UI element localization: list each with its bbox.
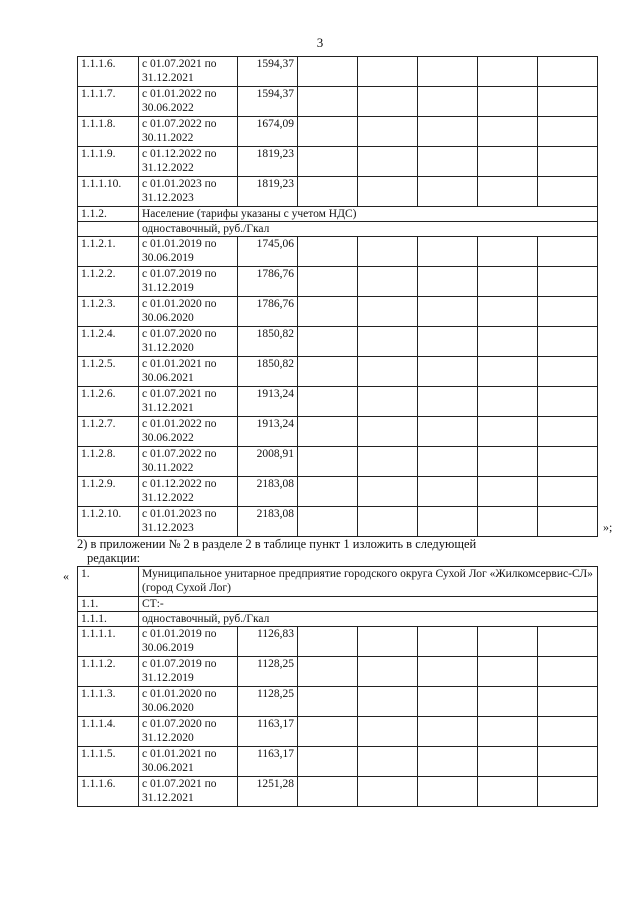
period-cell <box>139 747 238 777</box>
empty-cell <box>298 267 358 297</box>
table-row <box>78 777 598 807</box>
empty-cell <box>358 267 418 297</box>
empty-cell <box>358 117 418 147</box>
empty-cell <box>478 117 538 147</box>
empty-cell <box>538 177 598 207</box>
period-line: с 01.07.2020 по <box>142 718 217 730</box>
tariff-value-cell: 1128,25 <box>238 687 298 717</box>
empty-cell <box>418 267 478 297</box>
period-line: 31.12.2022 <box>142 162 194 174</box>
table-row <box>78 237 598 267</box>
empty-cell <box>478 447 538 477</box>
empty-cell <box>478 177 538 207</box>
empty-cell <box>418 327 478 357</box>
tariff-table-enterprise <box>77 566 598 807</box>
tariff-value-cell: 1594,37 <box>238 57 298 87</box>
period-cell <box>139 327 238 357</box>
period-cell <box>139 57 238 87</box>
period-line: 30.06.2021 <box>142 762 194 774</box>
table-row <box>78 327 598 357</box>
period-line: 30.06.2021 <box>142 372 194 384</box>
empty-cell <box>298 687 358 717</box>
period-line: с 01.07.2019 по <box>142 658 217 670</box>
period-cell <box>139 147 238 177</box>
period-cell <box>139 387 238 417</box>
empty-cell <box>478 297 538 327</box>
empty-cell <box>358 747 418 777</box>
closing-quote: »; <box>603 520 613 534</box>
period-cell <box>139 477 238 507</box>
empty-cell <box>358 717 418 747</box>
amendment-paragraph-line2: редакции: <box>87 551 141 565</box>
tariff-value-cell: 1850,82 <box>238 327 298 357</box>
empty-cell <box>478 507 538 537</box>
period-cell <box>139 777 238 807</box>
row-number-cell: 1.1.1.2. <box>78 657 139 687</box>
period-line: с 01.01.2021 по <box>142 358 217 370</box>
period-line: 30.11.2022 <box>142 462 194 474</box>
empty-cell <box>298 657 358 687</box>
period-line: 31.12.2021 <box>142 72 194 84</box>
empty-cell <box>358 417 418 447</box>
period-cell <box>139 177 238 207</box>
tariff-value-cell: 1594,37 <box>238 87 298 117</box>
empty-cell <box>298 387 358 417</box>
table-row <box>78 567 598 597</box>
empty-cell <box>298 237 358 267</box>
subgroup-cell: одноставочный, руб./Гкал <box>139 612 598 627</box>
subgroup-cell: СТ:- <box>139 597 598 612</box>
period-line: с 01.01.2021 по <box>142 748 217 760</box>
period-cell <box>139 267 238 297</box>
period-line: 31.12.2020 <box>142 342 194 354</box>
empty-cell <box>418 777 478 807</box>
empty-cell <box>538 387 598 417</box>
period-line: 30.06.2020 <box>142 702 194 714</box>
period-line: с 01.01.2019 по <box>142 238 217 250</box>
empty-cell <box>538 717 598 747</box>
table-row <box>78 717 598 747</box>
table-row <box>78 147 598 177</box>
empty-cell <box>418 147 478 177</box>
period-cell <box>139 297 238 327</box>
empty-cell <box>478 627 538 657</box>
row-number-cell: 1.1.1.6. <box>78 777 139 807</box>
table-row <box>78 117 598 147</box>
empty-cell <box>478 387 538 417</box>
tariff-value-cell: 1163,17 <box>238 717 298 747</box>
row-number-cell: 1.1.2.6. <box>78 387 139 417</box>
table-row <box>78 477 598 507</box>
tariff-value-cell: 1163,17 <box>238 747 298 777</box>
table-row <box>78 207 598 222</box>
tariff-value-cell: 1786,76 <box>238 297 298 327</box>
period-line: с 01.07.2022 по <box>142 118 217 130</box>
row-number-cell: 1.1.1.7. <box>78 87 139 117</box>
period-line: с 01.12.2022 по <box>142 478 217 490</box>
empty-cell <box>478 147 538 177</box>
empty-cell <box>418 747 478 777</box>
empty-cell <box>538 687 598 717</box>
period-line: с 01.01.2019 по <box>142 628 217 640</box>
empty-cell <box>478 687 538 717</box>
row-number-cell: 1.1.2. <box>78 207 139 222</box>
table-row <box>78 297 598 327</box>
row-number-cell: 1.1.2.2. <box>78 267 139 297</box>
subgroup-cell: одноставочный, руб./Гкал <box>139 222 598 237</box>
empty-cell <box>418 357 478 387</box>
table-row <box>78 612 598 627</box>
period-line: с 01.01.2020 по <box>142 298 217 310</box>
empty-cell <box>358 447 418 477</box>
empty-cell <box>538 477 598 507</box>
period-cell <box>139 117 238 147</box>
opening-quote: « <box>63 569 69 583</box>
tariff-value-cell: 1674,09 <box>238 117 298 147</box>
empty-cell <box>478 267 538 297</box>
empty-cell <box>298 327 358 357</box>
period-cell <box>139 357 238 387</box>
empty-cell <box>358 657 418 687</box>
row-number-cell: 1.1.1.10. <box>78 177 139 207</box>
period-line: с 01.07.2019 по <box>142 268 217 280</box>
empty-cell <box>358 357 418 387</box>
empty-cell <box>478 237 538 267</box>
empty-cell <box>538 117 598 147</box>
empty-cell <box>418 387 478 417</box>
empty-cell <box>418 717 478 747</box>
row-number-cell: 1.1.1.3. <box>78 687 139 717</box>
tariff-value-cell: 1913,24 <box>238 417 298 447</box>
period-line: 31.12.2023 <box>142 522 194 534</box>
period-line: 30.06.2019 <box>142 252 194 264</box>
period-line: 31.12.2021 <box>142 792 194 804</box>
empty-cell <box>538 417 598 447</box>
empty-cell <box>538 237 598 267</box>
empty-cell <box>298 357 358 387</box>
row-number-cell <box>78 222 139 237</box>
row-number-cell: 1.1.1.5. <box>78 747 139 777</box>
table-row <box>78 687 598 717</box>
period-line: 30.06.2019 <box>142 642 194 654</box>
empty-cell <box>298 777 358 807</box>
table-row <box>78 267 598 297</box>
empty-cell <box>298 477 358 507</box>
tariff-value-cell: 1786,76 <box>238 267 298 297</box>
group-title-cell: Население (тарифы указаны с учетом НДС) <box>139 207 598 222</box>
period-line: 31.12.2020 <box>142 732 194 744</box>
empty-cell <box>418 117 478 147</box>
tariff-value-cell: 2183,08 <box>238 477 298 507</box>
table-row <box>78 177 598 207</box>
tariff-value-cell: 2008,91 <box>238 447 298 477</box>
table-row <box>78 507 598 537</box>
empty-cell <box>418 237 478 267</box>
row-number-cell: 1.1.1.1. <box>78 627 139 657</box>
period-line: с 01.07.2021 по <box>142 58 217 70</box>
row-number-cell: 1.1.2.10. <box>78 507 139 537</box>
table-row <box>78 387 598 417</box>
period-line: с 01.07.2022 по <box>142 448 217 460</box>
period-line: с 01.07.2021 по <box>142 388 217 400</box>
table-row <box>78 447 598 477</box>
empty-cell <box>298 87 358 117</box>
empty-cell <box>478 777 538 807</box>
empty-cell <box>358 627 418 657</box>
table-row <box>78 222 598 237</box>
empty-cell <box>538 57 598 87</box>
tariff-value-cell: 1128,25 <box>238 657 298 687</box>
empty-cell <box>298 147 358 177</box>
row-number-cell: 1.1.2.8. <box>78 447 139 477</box>
empty-cell <box>538 267 598 297</box>
empty-cell <box>418 297 478 327</box>
empty-cell <box>478 657 538 687</box>
table-row <box>78 657 598 687</box>
empty-cell <box>418 687 478 717</box>
period-cell <box>139 507 238 537</box>
empty-cell <box>298 507 358 537</box>
period-line: с 01.01.2023 по <box>142 508 217 520</box>
period-line: с 01.07.2020 по <box>142 328 217 340</box>
empty-cell <box>358 477 418 507</box>
period-cell <box>139 717 238 747</box>
tariff-value-cell: 1745,06 <box>238 237 298 267</box>
empty-cell <box>478 357 538 387</box>
empty-cell <box>538 747 598 777</box>
row-number-cell: 1.1.2.3. <box>78 297 139 327</box>
tariff-value-cell: 1913,24 <box>238 387 298 417</box>
period-line: 30.11.2022 <box>142 132 194 144</box>
empty-cell <box>538 297 598 327</box>
period-line: с 01.01.2022 по <box>142 88 217 100</box>
empty-cell <box>478 417 538 447</box>
empty-cell <box>478 747 538 777</box>
empty-cell <box>358 327 418 357</box>
empty-cell <box>538 777 598 807</box>
tariff-value-cell: 1850,82 <box>238 357 298 387</box>
empty-cell <box>418 417 478 447</box>
table-row <box>78 357 598 387</box>
period-line: с 01.01.2020 по <box>142 688 217 700</box>
empty-cell <box>358 687 418 717</box>
row-number-cell: 1.1.1.9. <box>78 147 139 177</box>
table-row <box>78 597 598 612</box>
empty-cell <box>358 147 418 177</box>
empty-cell <box>358 57 418 87</box>
period-line: 30.06.2022 <box>142 102 194 114</box>
empty-cell <box>538 357 598 387</box>
empty-cell <box>418 477 478 507</box>
empty-cell <box>358 237 418 267</box>
amendment-paragraph-line1: 2) в приложении № 2 в разделе 2 в таблице пункт 1 изложить в следующей <box>77 537 477 551</box>
row-number-cell: 1.1.2.4. <box>78 327 139 357</box>
empty-cell <box>298 747 358 777</box>
empty-cell <box>538 627 598 657</box>
period-cell <box>139 447 238 477</box>
period-line: 31.12.2021 <box>142 402 194 414</box>
row-number-cell: 1. <box>78 567 139 597</box>
empty-cell <box>418 177 478 207</box>
period-line: с 01.07.2021 по <box>142 778 217 790</box>
table-row <box>78 747 598 777</box>
row-number-cell: 1.1. <box>78 597 139 612</box>
empty-cell <box>298 627 358 657</box>
tariff-value-cell: 1819,23 <box>238 177 298 207</box>
period-line: 31.12.2019 <box>142 672 194 684</box>
empty-cell <box>538 87 598 117</box>
empty-cell <box>538 507 598 537</box>
empty-cell <box>358 177 418 207</box>
empty-cell <box>358 507 418 537</box>
tariff-value-cell: 1819,23 <box>238 147 298 177</box>
page-number: 3 <box>316 35 324 50</box>
period-line: с 01.01.2022 по <box>142 418 217 430</box>
period-line: 31.12.2019 <box>142 282 194 294</box>
period-line: с 01.12.2022 по <box>142 148 217 160</box>
row-number-cell: 1.1.2.5. <box>78 357 139 387</box>
tariff-value-cell: 1251,28 <box>238 777 298 807</box>
empty-cell <box>418 657 478 687</box>
row-number-cell: 1.1.1.8. <box>78 117 139 147</box>
row-number-cell: 1.1.1.6. <box>78 57 139 87</box>
empty-cell <box>538 327 598 357</box>
period-line: с 01.01.2023 по <box>142 178 217 190</box>
table-row <box>78 417 598 447</box>
empty-cell <box>358 87 418 117</box>
empty-cell <box>298 177 358 207</box>
period-cell <box>139 657 238 687</box>
empty-cell <box>298 57 358 87</box>
table-row <box>78 57 598 87</box>
row-number-cell: 1.1.2.9. <box>78 477 139 507</box>
period-cell <box>139 687 238 717</box>
row-number-cell: 1.1.2.7. <box>78 417 139 447</box>
period-line: 30.06.2022 <box>142 432 194 444</box>
empty-cell <box>298 417 358 447</box>
tariff-value-cell: 2183,08 <box>238 507 298 537</box>
empty-cell <box>298 117 358 147</box>
empty-cell <box>478 327 538 357</box>
row-number-cell: 1.1.1. <box>78 612 139 627</box>
empty-cell <box>418 447 478 477</box>
period-line: 31.12.2023 <box>142 192 194 204</box>
empty-cell <box>478 57 538 87</box>
empty-cell <box>298 447 358 477</box>
row-number-cell: 1.1.1.4. <box>78 717 139 747</box>
empty-cell <box>298 297 358 327</box>
period-cell <box>139 87 238 117</box>
empty-cell <box>418 87 478 117</box>
empty-cell <box>478 87 538 117</box>
empty-cell <box>478 477 538 507</box>
empty-cell <box>358 297 418 327</box>
empty-cell <box>358 387 418 417</box>
group-title-cell: Муниципальное унитарное предприятие городского округа Сухой Лог «Жилкомсервис-СЛ» (город Сухой Лог) <box>139 567 598 597</box>
empty-cell <box>298 717 358 747</box>
empty-cell <box>418 57 478 87</box>
empty-cell <box>538 147 598 177</box>
row-number-cell: 1.1.2.1. <box>78 237 139 267</box>
empty-cell <box>478 717 538 747</box>
table-row <box>78 87 598 117</box>
empty-cell <box>538 657 598 687</box>
empty-cell <box>538 447 598 477</box>
period-cell <box>139 237 238 267</box>
empty-cell <box>358 777 418 807</box>
period-line: 31.12.2022 <box>142 492 194 504</box>
empty-cell <box>418 627 478 657</box>
tariff-table-population <box>77 56 598 537</box>
table-row <box>78 627 598 657</box>
period-line: 30.06.2020 <box>142 312 194 324</box>
empty-cell <box>418 507 478 537</box>
period-cell <box>139 627 238 657</box>
period-cell <box>139 417 238 447</box>
tariff-value-cell: 1126,83 <box>238 627 298 657</box>
